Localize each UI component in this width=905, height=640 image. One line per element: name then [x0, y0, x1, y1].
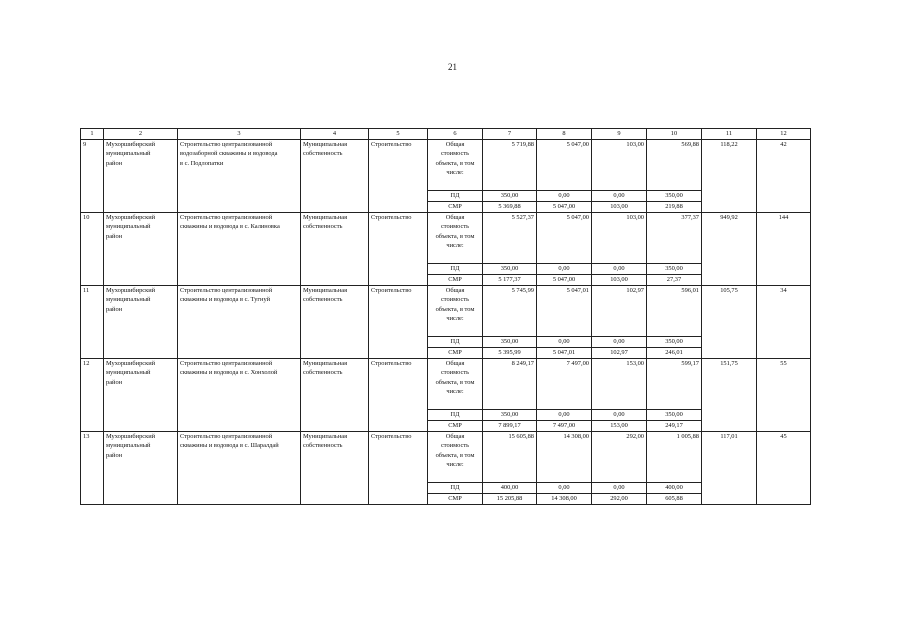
district-cell: Мухоршибирский муниципальный район [104, 139, 178, 212]
value-cell: 350,00 [483, 263, 537, 274]
value-cell: 599,17 [647, 358, 702, 409]
ownership-cell: Муниципальная собственность [301, 358, 369, 431]
value-cell: 350,00 [647, 336, 702, 347]
value-cell: 45 [757, 431, 811, 504]
row-number: 13 [81, 431, 104, 504]
value-cell: 117,01 [702, 431, 757, 504]
value-cell: 350,00 [483, 409, 537, 420]
header-cell: 6 [428, 129, 483, 140]
table-row [81, 431, 811, 482]
sub-label-cell: СМР [428, 493, 483, 504]
ownership-cell: Муниципальная собственность [301, 212, 369, 285]
table-row [81, 358, 811, 409]
value-cell: 5 369,88 [483, 201, 537, 212]
value-cell: 15 205,88 [483, 493, 537, 504]
value-cell: 5 047,01 [537, 285, 592, 336]
district-cell: Мухоршибирский муниципальный район [104, 285, 178, 358]
value-cell: 7 899,17 [483, 420, 537, 431]
header-cell: 9 [592, 129, 647, 140]
header-cell: 2 [104, 129, 178, 140]
value-cell: 246,01 [647, 347, 702, 358]
value-cell: 0,00 [592, 190, 647, 201]
value-cell: 5 527,37 [483, 212, 537, 263]
header-cell: 7 [483, 129, 537, 140]
value-cell: 15 605,88 [483, 431, 537, 482]
value-cell: 0,00 [592, 336, 647, 347]
object-cell: Строительство централизованной скважины и водовода в с. Шаралдай [178, 431, 301, 504]
ownership-cell: Муниципальная собственность [301, 285, 369, 358]
value-cell: 7 497,00 [537, 358, 592, 409]
header-cell: 1 [81, 129, 104, 140]
value-cell: 7 497,00 [537, 420, 592, 431]
value-cell: 5 719,88 [483, 139, 537, 190]
value-cell: 350,00 [647, 263, 702, 274]
header-cell: 10 [647, 129, 702, 140]
value-cell: 103,00 [592, 274, 647, 285]
cost-label-cell: Общая стоимость объекта, в том числе: [428, 212, 483, 263]
value-cell: 0,00 [537, 190, 592, 201]
sub-label-cell: СМР [428, 274, 483, 285]
object-cell: Строительство централизованной скважины и водовода в с. Хонхолой [178, 358, 301, 431]
value-cell: 5 047,00 [537, 201, 592, 212]
sub-label-cell: ПД [428, 263, 483, 274]
value-cell: 350,00 [647, 409, 702, 420]
value-cell: 0,00 [592, 409, 647, 420]
sub-label-cell: ПД [428, 190, 483, 201]
work-type-cell: Строительство [369, 285, 428, 358]
value-cell: 103,00 [592, 201, 647, 212]
value-cell: 103,00 [592, 212, 647, 263]
value-cell: 118,22 [702, 139, 757, 212]
value-cell: 5 177,37 [483, 274, 537, 285]
value-cell: 151,75 [702, 358, 757, 431]
sub-label-cell: СМР [428, 420, 483, 431]
header-cell: 8 [537, 129, 592, 140]
header-cell: 5 [369, 129, 428, 140]
object-cell: Строительство централизованной скважины и водовода в с. Тугнуй [178, 285, 301, 358]
page-number: 21 [448, 62, 457, 72]
row-number: 11 [81, 285, 104, 358]
value-cell: 1 005,88 [647, 431, 702, 482]
sub-label-cell: ПД [428, 482, 483, 493]
header-row [81, 129, 811, 140]
value-cell: 350,00 [483, 336, 537, 347]
cost-label-cell: Общая стоимость объекта, в том числе: [428, 285, 483, 336]
header-cell: 4 [301, 129, 369, 140]
value-cell: 34 [757, 285, 811, 358]
object-cell: Строительство централизованной водозаборной скважины и водовода в с. Подлопатки [178, 139, 301, 212]
value-cell: 153,00 [592, 358, 647, 409]
value-cell: 292,00 [592, 493, 647, 504]
value-cell: 0,00 [592, 263, 647, 274]
table-row [81, 139, 811, 190]
value-cell: 102,97 [592, 285, 647, 336]
value-cell: 377,37 [647, 212, 702, 263]
sub-label-cell: ПД [428, 409, 483, 420]
value-cell: 55 [757, 358, 811, 431]
value-cell: 5 047,00 [537, 139, 592, 190]
header-cell: 12 [757, 129, 811, 140]
value-cell: 0,00 [592, 482, 647, 493]
value-cell: 5 047,00 [537, 274, 592, 285]
value-cell: 14 308,00 [537, 493, 592, 504]
cost-label-cell: Общая стоимость объекта, в том числе: [428, 431, 483, 482]
object-cell: Строительство централизованной скважины и водовода в с. Калиновка [178, 212, 301, 285]
row-number: 10 [81, 212, 104, 285]
sub-label-cell: СМР [428, 201, 483, 212]
row-number: 9 [81, 139, 104, 212]
value-cell: 27,37 [647, 274, 702, 285]
sub-label-cell: ПД [428, 336, 483, 347]
value-cell: 5 745,99 [483, 285, 537, 336]
work-type-cell: Строительство [369, 212, 428, 285]
district-cell: Мухоршибирский муниципальный район [104, 358, 178, 431]
work-type-cell: Строительство [369, 358, 428, 431]
value-cell: 350,00 [483, 190, 537, 201]
value-cell: 400,00 [647, 482, 702, 493]
value-cell: 153,00 [592, 420, 647, 431]
value-cell: 8 249,17 [483, 358, 537, 409]
value-cell: 42 [757, 139, 811, 212]
row-number: 12 [81, 358, 104, 431]
table-row [81, 212, 811, 263]
work-type-cell: Строительство [369, 431, 428, 504]
value-cell: 569,88 [647, 139, 702, 190]
value-cell: 596,01 [647, 285, 702, 336]
value-cell: 219,88 [647, 201, 702, 212]
value-cell: 292,00 [592, 431, 647, 482]
district-cell: Мухоршибирский муниципальный район [104, 431, 178, 504]
cost-label-cell: Общая стоимость объекта, в том числе: [428, 358, 483, 409]
value-cell: 0,00 [537, 409, 592, 420]
table-row [81, 285, 811, 336]
table-body [81, 129, 811, 505]
value-cell: 14 308,00 [537, 431, 592, 482]
value-cell: 249,17 [647, 420, 702, 431]
ownership-cell: Муниципальная собственность [301, 139, 369, 212]
value-cell: 102,97 [592, 347, 647, 358]
value-cell: 5 047,01 [537, 347, 592, 358]
value-cell: 144 [757, 212, 811, 285]
value-cell: 0,00 [537, 482, 592, 493]
ownership-cell: Муниципальная собственность [301, 431, 369, 504]
value-cell: 0,00 [537, 263, 592, 274]
value-cell: 949,92 [702, 212, 757, 285]
cost-label-cell: Общая стоимость объекта, в том числе: [428, 139, 483, 190]
header-cell: 11 [702, 129, 757, 140]
construction-table [80, 128, 811, 505]
value-cell: 5 047,00 [537, 212, 592, 263]
value-cell: 350,00 [647, 190, 702, 201]
value-cell: 400,00 [483, 482, 537, 493]
work-type-cell: Строительство [369, 139, 428, 212]
value-cell: 105,75 [702, 285, 757, 358]
header-cell: 3 [178, 129, 301, 140]
sub-label-cell: СМР [428, 347, 483, 358]
value-cell: 5 395,99 [483, 347, 537, 358]
value-cell: 0,00 [537, 336, 592, 347]
district-cell: Мухоршибирский муниципальный район [104, 212, 178, 285]
value-cell: 605,88 [647, 493, 702, 504]
value-cell: 103,00 [592, 139, 647, 190]
